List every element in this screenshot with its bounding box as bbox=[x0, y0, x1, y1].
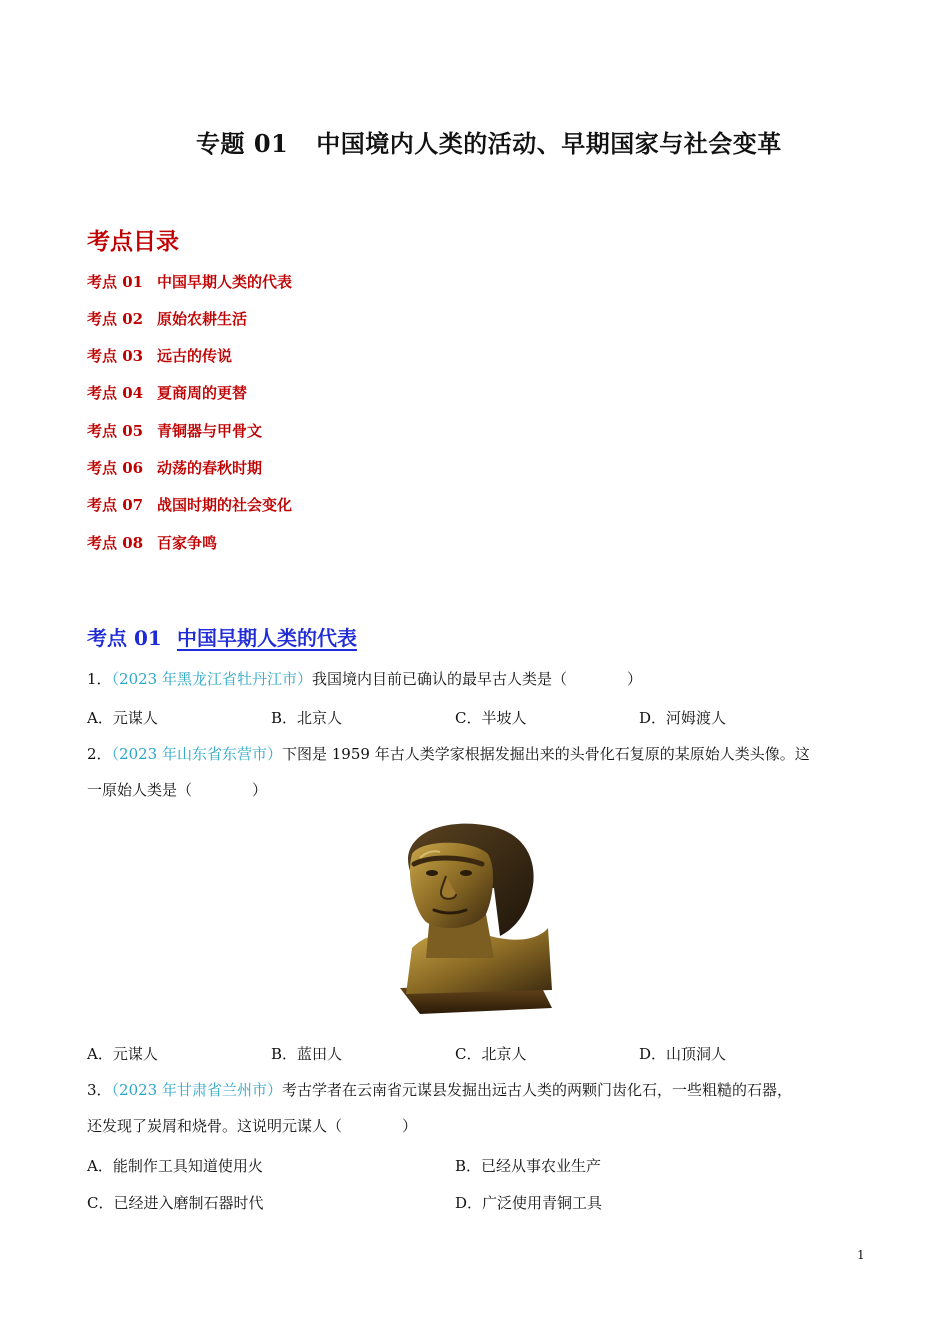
question-3-stem bbox=[87, 1072, 792, 1109]
section-label: 中国早期人类的代表 bbox=[177, 626, 357, 650]
option-c: C．北京人 bbox=[455, 1045, 527, 1063]
question-number: 3． bbox=[87, 1081, 112, 1099]
question-1-stem bbox=[87, 661, 642, 698]
option-d: D．山顶洞人 bbox=[639, 1045, 727, 1063]
option-a: A．元谋人 bbox=[87, 709, 158, 727]
section-heading[interactable] bbox=[87, 622, 357, 651]
question-source: （2023 年山东省东营市） bbox=[111, 745, 282, 763]
toc-item-number: 考点 06 bbox=[87, 459, 144, 477]
option-a: A．元谋人 bbox=[87, 1045, 158, 1063]
question-source: （2023 年甘肃省兰州市） bbox=[111, 1081, 282, 1099]
document-title bbox=[196, 124, 782, 159]
question-text: 下图是 1959 年古人类学家根据发掘出来的头骨化石复原的某原始人类头像。这 bbox=[282, 745, 810, 763]
toc-item[interactable] bbox=[87, 345, 232, 366]
toc-item-number: 考点 05 bbox=[87, 422, 144, 440]
toc-item[interactable] bbox=[87, 271, 292, 292]
toc-item-number: 考点 08 bbox=[87, 534, 144, 552]
question-text: 我国境内目前已确认的最早古人类是（ ） bbox=[312, 670, 643, 688]
toc-item-label: 原始农耕生活 bbox=[157, 310, 248, 328]
toc-item-number: 考点 01 bbox=[87, 273, 144, 291]
section-number: 考点 01 bbox=[87, 626, 162, 650]
toc-item-number: 考点 03 bbox=[87, 347, 144, 365]
toc-item-label: 青铜器与甲骨文 bbox=[157, 422, 263, 440]
question-number: 1． bbox=[87, 670, 112, 688]
title-prefix: 专题 01 bbox=[196, 129, 289, 158]
toc-item-number: 考点 02 bbox=[87, 310, 144, 328]
toc-item-label: 夏商周的更替 bbox=[157, 384, 248, 402]
option-c: C．已经进入磨制石器时代 bbox=[87, 1194, 264, 1212]
toc-item[interactable] bbox=[87, 494, 292, 515]
option-c: C．半坡人 bbox=[455, 709, 527, 727]
toc-item-label: 百家争鸣 bbox=[157, 534, 218, 552]
page-number: 1 bbox=[857, 1248, 865, 1262]
toc-item-label: 中国早期人类的代表 bbox=[157, 273, 293, 291]
question-source: （2023 年黑龙江省牡丹江市） bbox=[111, 670, 312, 688]
title-main: 中国境内人类的活动、早期国家与社会变革 bbox=[316, 129, 782, 158]
option-d: D．河姆渡人 bbox=[639, 709, 727, 727]
question-3-stem-cont: 还发现了炭屑和烧骨。这说明元谋人（ ） bbox=[87, 1117, 418, 1135]
toc-item[interactable] bbox=[87, 308, 247, 329]
toc-item[interactable] bbox=[87, 532, 217, 553]
hominid-bust-image bbox=[390, 818, 560, 1028]
question-2-stem-cont: 一原始人类是（ ） bbox=[87, 781, 268, 799]
toc-item-label: 动荡的春秋时期 bbox=[157, 459, 263, 477]
question-text: 考古学者在云南省元谋县发掘出远古人类的两颗门齿化石，一些粗糙的石器， bbox=[282, 1081, 793, 1099]
toc-item[interactable] bbox=[87, 382, 247, 403]
toc-item[interactable] bbox=[87, 420, 262, 441]
option-b: B．北京人 bbox=[271, 709, 343, 727]
option-d: D．广泛使用青铜工具 bbox=[455, 1194, 603, 1212]
option-b: B．蓝田人 bbox=[271, 1045, 343, 1063]
toc-item-number: 考点 04 bbox=[87, 384, 144, 402]
option-b: B．已经从事农业生产 bbox=[455, 1157, 602, 1175]
toc-item-label: 战国时期的社会变化 bbox=[157, 496, 293, 514]
toc-item[interactable] bbox=[87, 457, 262, 478]
option-a: A．能制作工具知道使用火 bbox=[87, 1157, 263, 1175]
question-2-stem bbox=[87, 736, 810, 773]
toc-item-label: 远古的传说 bbox=[157, 347, 233, 365]
toc-heading: 考点目录 bbox=[87, 228, 179, 255]
question-number: 2． bbox=[87, 745, 112, 763]
toc-item-number: 考点 07 bbox=[87, 496, 144, 514]
